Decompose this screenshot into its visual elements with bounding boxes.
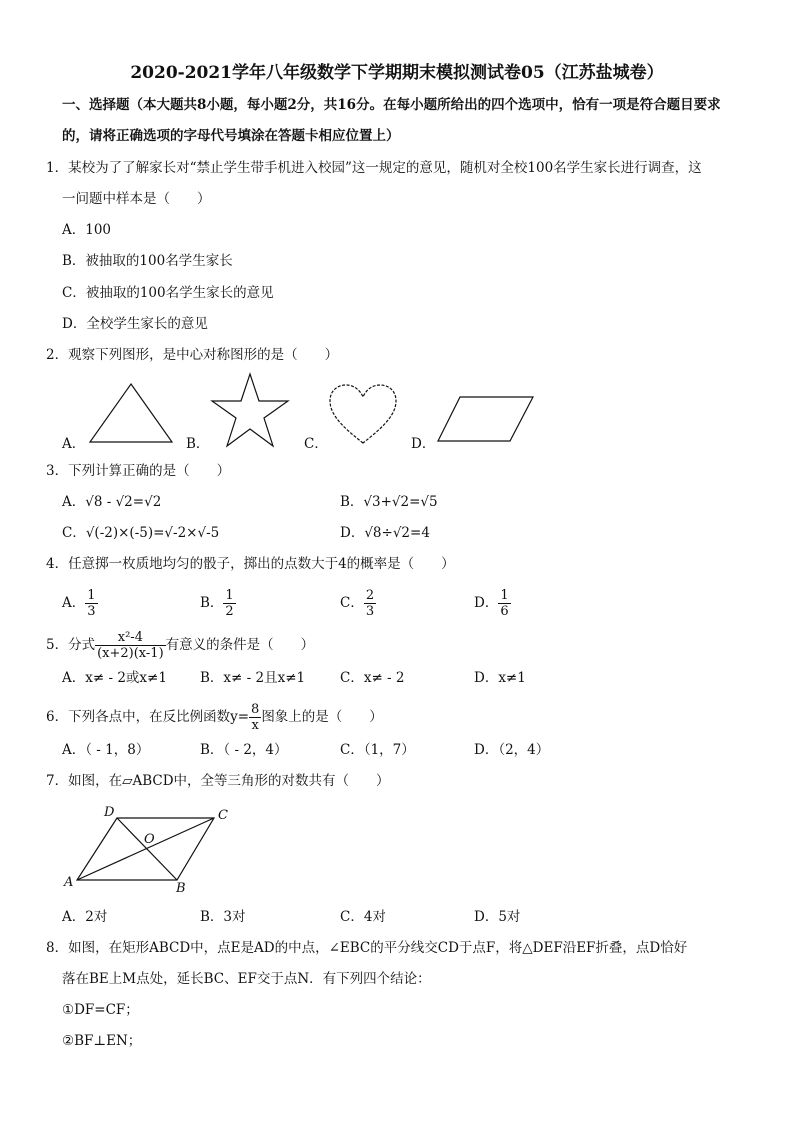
q8-conclusion-1: ①DF=CF； — [62, 1002, 139, 1018]
q8-conclusion-2: ②BF⊥EN； — [62, 1033, 142, 1049]
vertex-label-c: C — [218, 808, 228, 823]
q6-stem — [46, 702, 383, 733]
parallelogram-abcd-figure — [62, 800, 242, 895]
q6-option-b: B．（ - 2，4） — [200, 742, 288, 758]
vertex-label-a: A — [64, 875, 74, 890]
q8-stem-line-1: 8．如图，在矩形ABCD中，点E是AD的中点，∠EBC的平分线交CD于点F，将△DEF沿EF折叠，点D恰好 — [46, 940, 688, 956]
q7-option-c: C．4对 — [340, 909, 386, 925]
vertex-label-d: D — [104, 805, 115, 820]
q4-option-b-label: B． — [200, 595, 224, 611]
star-figure — [210, 372, 290, 448]
q4-option-c — [340, 588, 376, 619]
center-label-o: O — [144, 832, 155, 847]
q2-option-c: C． — [304, 436, 328, 452]
q5-option-c: C．x≠ - 2 — [340, 670, 405, 686]
q4-option-a — [62, 588, 98, 619]
q6-option-d: D．（2，4） — [474, 742, 550, 758]
q7-option-d: D．5对 — [474, 909, 521, 925]
q5-denominator: (x+2)(x-1) — [97, 646, 164, 661]
q2-option-b: B． — [186, 436, 210, 452]
q2-stem: 2．观察下列图形，是中心对称图形的是（ ） — [46, 347, 339, 363]
q7-option-b: B．3对 — [200, 909, 246, 925]
q6-option-c: C．（1，7） — [340, 742, 415, 758]
q5-option-a: A．x≠ - 2或x≠1 — [62, 670, 167, 686]
q5-stem — [46, 630, 314, 661]
q1-option-a: A．100 — [62, 222, 112, 238]
q1-option-c: C．被抽取的100名学生家长的意见 — [62, 285, 274, 301]
q7-stem: 7．如图，在▱ABCD中，全等三角形的对数共有（ ） — [46, 773, 390, 789]
parallelogram-figure — [436, 394, 536, 444]
q4-option-a-label: A． — [62, 595, 86, 611]
q4-option-b — [200, 588, 236, 619]
q4-option-c-fraction — [364, 588, 376, 619]
q7-option-a: A．2对 — [62, 909, 108, 925]
q5-fraction — [95, 630, 166, 661]
q6-fraction — [249, 702, 261, 733]
q3-option-b: B．√3+√2=√5 — [340, 494, 438, 510]
q5-option-b: B．x≠ - 2且x≠1 — [200, 670, 306, 686]
q4-option-c-label: C． — [340, 595, 364, 611]
q6-stem-prefix: 6．下列各点中，在反比例函数y= — [46, 709, 250, 725]
q1-stem-line-2: 一问题中样本是（ ） — [62, 191, 211, 207]
q5-stem-suffix: 有意义的条件是（ ） — [165, 637, 315, 653]
q4-option-d-label: D． — [474, 595, 499, 611]
page-title: 2020-2021学年八年级数学下学期期末模拟测试卷05（江苏盐城卷） — [130, 63, 664, 83]
q8-stem-line-2: 落在BE上M点处，延长BC、EF交于点N．有下列四个结论： — [62, 971, 431, 987]
q3-option-a: A．√8 - √2=√2 — [62, 494, 162, 510]
heart-figure — [328, 383, 398, 445]
q4-option-d-denominator: 6 — [500, 604, 509, 619]
q3-option-c: C．√(-2)×(-5)=√-2×√-5 — [62, 525, 220, 541]
q5-numerator: x²-4 — [95, 630, 166, 646]
q3-stem: 3．下列计算正确的是（ ） — [46, 463, 231, 479]
q4-option-d-fraction — [498, 588, 510, 619]
q4-option-d — [474, 588, 511, 619]
q2-option-d: D． — [411, 436, 436, 452]
diagonal-bd — [117, 818, 177, 880]
q6-denominator: x — [251, 718, 259, 733]
q1-option-b: B．被抽取的100名学生家长 — [62, 253, 233, 269]
q4-option-d-numerator: 1 — [500, 588, 509, 603]
q5-option-d: D．x≠1 — [474, 670, 526, 686]
q3-option-d: D．√8÷√2=4 — [340, 525, 430, 541]
q6-option-a: A．（ - 1，8） — [62, 742, 150, 758]
section-heading-line-2: 的，请将正确选项的字母代号填涂在答题卡相应位置上） — [62, 128, 400, 144]
q4-option-c-numerator: 2 — [365, 588, 375, 603]
q4-option-b-denominator: 2 — [225, 604, 234, 619]
q5-stem-prefix: 5．分式 — [46, 637, 96, 653]
q6-numerator: 8 — [251, 702, 260, 717]
q2-option-a: A． — [62, 436, 86, 452]
q4-option-b-fraction — [223, 588, 235, 619]
q4-stem: 4．任意掷一枚质地均匀的骰子，掷出的点数大于4的概率是（ ） — [46, 556, 455, 572]
q6-stem-suffix: 图象上的是（ ） — [261, 709, 383, 725]
section-heading-line-1: 一、选择题（本大题共8小题，每小题2分，共16分。在每小题所给出的四个选项中，恰有一项是符合题目要求 — [62, 97, 721, 113]
q4-option-c-denominator: 3 — [365, 604, 375, 619]
triangle-figure — [88, 382, 174, 444]
q1-stem-line-1: 1．某校为了了解家长对“禁止学生带手机进入校园”这一规定的意见，随机对全校100名学生家长进行调查，这 — [46, 160, 702, 176]
vertex-label-b: B — [176, 881, 186, 896]
q4-option-a-numerator: 1 — [87, 588, 96, 603]
q4-option-a-fraction — [85, 588, 97, 619]
q1-option-d: D．全校学生家长的意见 — [62, 316, 208, 332]
q4-option-a-denominator: 3 — [87, 604, 96, 619]
q4-option-b-numerator: 1 — [225, 588, 234, 603]
